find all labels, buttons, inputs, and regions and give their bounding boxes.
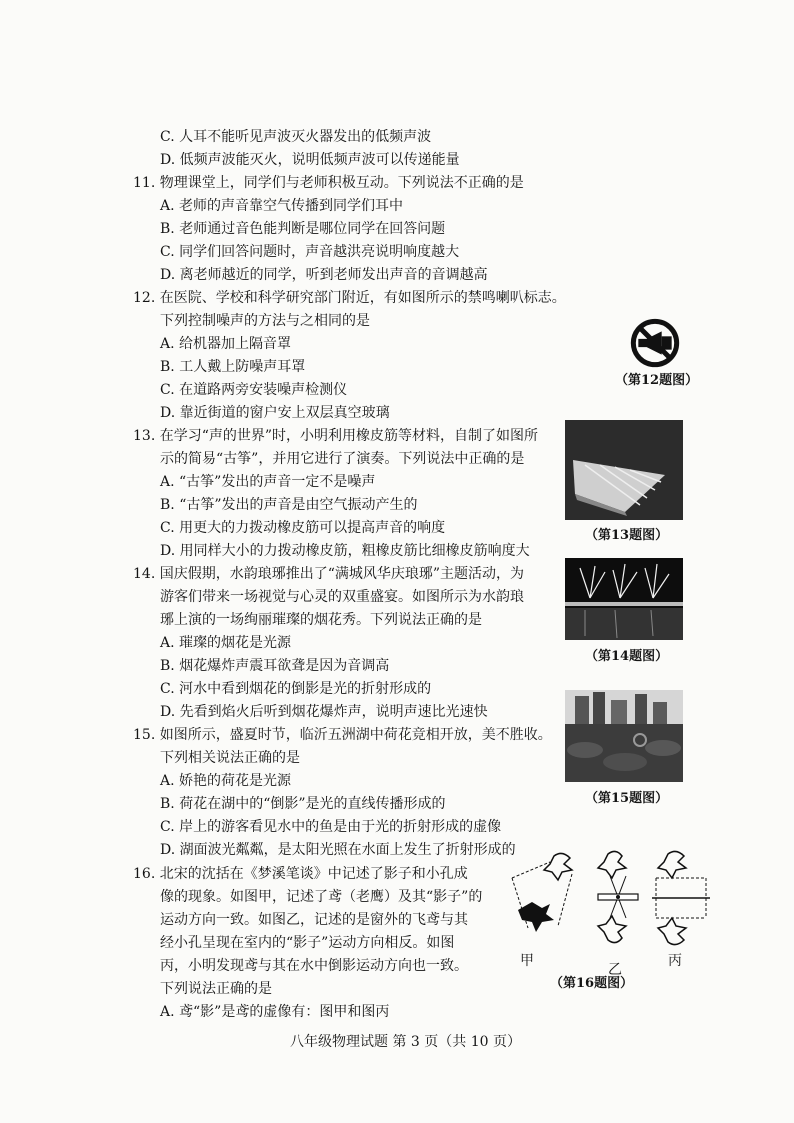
q11-option-a: A. 老师的声音靠空气传播到同学们耳中	[160, 198, 404, 214]
guzheng-photo	[565, 420, 683, 520]
q12-stem-line2: 下列控制噪声的方法与之相同的是	[160, 313, 370, 329]
q16-option-a: A. 鸢“影”是鸢的虚像有：图甲和图丙	[160, 1004, 390, 1020]
fireworks-photo	[565, 558, 683, 640]
figure-bing-water-reflection	[652, 851, 710, 944]
q16-stem-line5: 丙，小明发现鸢与其在水中倒影运动方向也一致。	[160, 958, 468, 974]
q12-stem-line1: 12. 在医院、学校和科学研究部门附近，有如图所示的禁鸣喇叭标志。	[133, 290, 566, 306]
q12-option-a: A. 给机器加上隔音罩	[160, 336, 292, 352]
figure-yi-pinhole-image	[598, 851, 638, 942]
q16-stem-line4: 经小孔呈现在室内的“影子”运动方向相反。如图	[160, 935, 455, 951]
q11-option-d: D. 离老师越近的同学，听到老师发出声音的音调越高	[160, 267, 488, 283]
q12-figure-caption: （第12题图）	[615, 373, 699, 388]
q14-option-b: B. 烟花爆炸声震耳欲聋是因为音调高	[160, 658, 390, 674]
figure-label-jia: 甲	[520, 953, 534, 969]
q11-stem: 11. 物理课堂上，同学们与老师积极互动。下列说法不正确的是	[133, 175, 524, 191]
q16-stem-line2: 像的现象。如图甲，记述了鸢（老鹰）及其“影子”的	[160, 889, 483, 905]
q16-figure-caption: （第16题图）	[550, 976, 634, 991]
q15-stem-line1: 15. 如图所示，盛夏时节，临沂五洲湖中荷花竞相开放，美不胜收。	[133, 727, 552, 743]
q16-stem-line6: 下列说法正确的是	[160, 981, 272, 997]
q15-figure-caption: （第15题图）	[585, 791, 669, 806]
figure-label-bing: 丙	[668, 953, 682, 969]
q13-option-c: C. 用更大的力拨动橡皮筋可以提高声音的响度	[160, 520, 446, 536]
kite-shadow-pinhole-diagram	[498, 848, 710, 948]
q14-stem-line2: 游客们带来一场视觉与心灵的双重盛宴。如图所示为水韵琅	[160, 589, 524, 605]
q10-option-d: D. 低频声波能灭火，说明低频声波可以传递能量	[160, 152, 460, 168]
q11-option-b: B. 老师通过音色能判断是哪位同学在回答问题	[160, 221, 446, 237]
q15-option-a: A. 娇艳的荷花是光源	[160, 773, 292, 789]
figure-jia-kite-and-shadow	[512, 853, 572, 932]
q14-stem-line3: 琊上演的一场绚丽璀璨的烟花秀。下列说法正确的是	[160, 612, 482, 628]
q11-option-c: C. 同学们回答问题时，声音越洪亮说明响度越大	[160, 244, 460, 260]
q13-option-d: D. 用同样大小的力拨动橡皮筋，粗橡皮筋比细橡皮筋响度大	[160, 543, 530, 559]
q13-stem-line1: 13. 在学习“声的世界”时，小明利用橡皮筋等材料，自制了如图所	[133, 428, 539, 444]
q13-option-a: A. “古筝”发出的声音一定不是噪声	[160, 474, 376, 490]
q15-stem-line2: 下列相关说法正确的是	[160, 750, 300, 766]
q13-stem-line2: 示的简易“古筝”，并用它进行了演奏。下列说法中正确的是	[160, 451, 525, 467]
q14-figure-caption: （第14题图）	[585, 649, 669, 664]
figure-label-yi: 乙	[608, 962, 622, 978]
q12-option-c: C. 在道路两旁安装噪声检测仪	[160, 382, 348, 398]
q10-option-c: C. 人耳不能听见声波灭火器发出的低频声波	[160, 129, 432, 145]
lotus-lake-photo	[565, 690, 683, 782]
q14-option-d: D. 先看到焰火后听到烟花爆炸声，说明声速比光速快	[160, 704, 488, 720]
q12-option-b: B. 工人戴上防噪声耳罩	[160, 359, 306, 375]
q12-option-d: D. 靠近街道的窗户安上双层真空玻璃	[160, 405, 390, 421]
q15-option-b: B. 荷花在湖中的“倒影”是光的直线传播形成的	[160, 796, 446, 812]
q13-figure-caption: （第13题图）	[585, 528, 669, 543]
q13-option-b: B. “古筝”发出的声音是由空气振动产生的	[160, 497, 418, 513]
q14-option-a: A. 璀璨的烟花是光源	[160, 635, 292, 651]
q16-stem-line1: 16. 北宋的沈括在《梦溪笔谈》中记述了影子和小孔成	[133, 866, 468, 882]
q14-option-c: C. 河水中看到烟花的倒影是光的折射形成的	[160, 681, 432, 697]
q15-option-d: D. 湖面波光粼粼，是太阳光照在水面上发生了折射形成的	[160, 842, 516, 858]
q14-stem-line1: 14. 国庆假期，水韵琅琊推出了“满城风华庆琅琊”主题活动，为	[133, 566, 525, 582]
no-horn-sign-figure	[615, 318, 695, 368]
q16-stem-line3: 运动方向一致。如图乙，记述的是窗外的飞鸢与其	[160, 912, 468, 928]
q15-option-c: C. 岸上的游客看见水中的鱼是由于光的折射形成的虚像	[160, 819, 502, 835]
page-footer: 八年级物理试题 第 3 页（共 10 页）	[290, 1034, 521, 1050]
